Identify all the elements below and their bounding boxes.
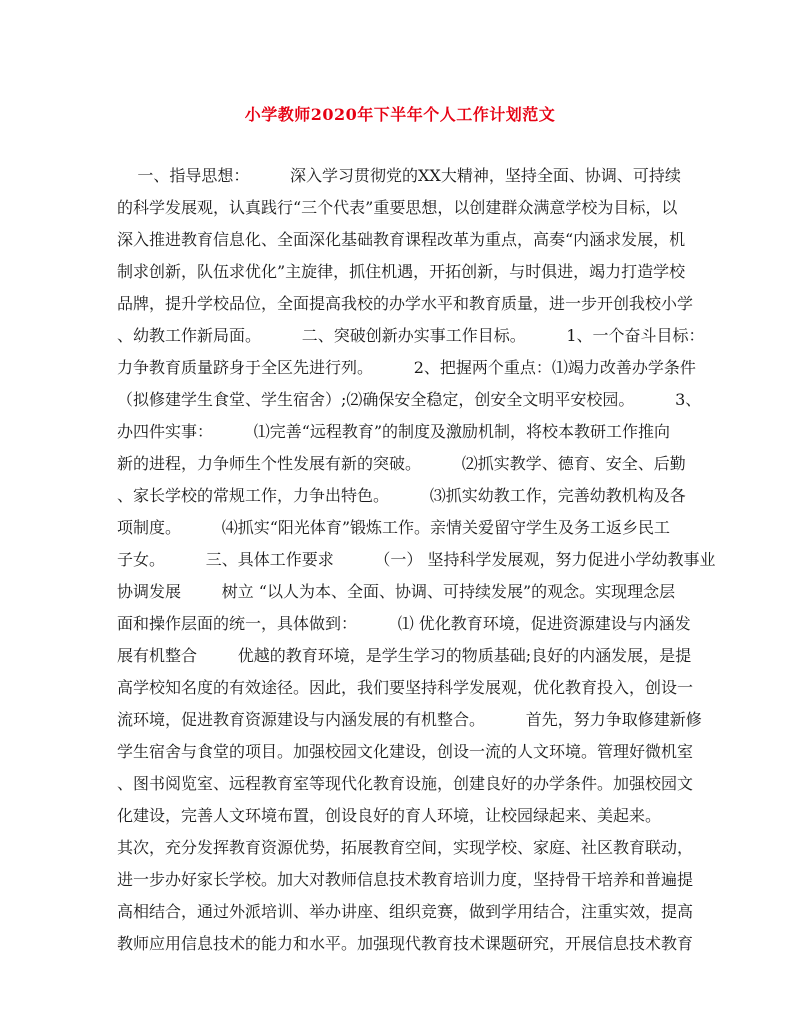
document-title: 小学教师2020年下半年个人工作计划范文: [244, 105, 556, 124]
body-line: 高学校知名度的有效途径。因此，我们要坚持科学发展观，优化教育投入，创设一: [117, 678, 694, 697]
body-line: 化建设，完善人文环境布置，创设良好的育人环境，让校园绿起来、美起来。: [117, 806, 662, 825]
body-line: 进一步办好家长学校。加大对教师信息技术教育培训力度，坚持骨干培养和普遍提: [117, 870, 694, 889]
body-line: 协调发展 树立 “以人为本、全面、协调、可持续发展”的观念。实现理念层: [117, 582, 676, 601]
body-line: 高相结合，通过外派培训、举办讲座、组织竞赛，做到学用结合，注重实效，提高: [117, 902, 694, 921]
body-line: 力争教育质量跻身于全区先进行列。 2、把握两个重点：⑴竭力改善办学条件: [117, 358, 696, 377]
body-line: 面和操作层面的统一，具体做到： ⑴ 优化教育环境，促进资源建设与内涵发: [117, 614, 691, 633]
body-line: 深入推进教育信息化、全面深化基础教育课程改革为重点，高奏“内涵求发展，机: [117, 230, 686, 249]
body-line: 、家长学校的常规工作，力争出特色。 ⑶抓实幼教工作，完善幼教机构及各: [117, 486, 686, 505]
body-line: 一、指导思想： 深入学习贯彻党的XX大精神，坚持全面、协调、可持续: [117, 166, 681, 185]
body-line: （拟修建学生食堂、学生宿舍）;⑵确保安全稳定，创安全文明平安校园。 3、: [117, 390, 702, 409]
body-line: 展有机整合 优越的教育环境，是学生学习的物质基础;良好的内涵发展，是提: [117, 646, 692, 665]
body-line: 、图书阅览室、远程教育室等现代化教育设施，创建良好的办学条件。加强校园文: [117, 774, 694, 793]
body-line: 办四件实事： ⑴完善“远程教育”的制度及激励机制，将校本教研工作推向: [117, 422, 671, 441]
body-line: 新的进程，力争师生个性发展有新的突破。 ⑵抓实教学、德育、安全、后勤: [117, 454, 686, 473]
body-line: 的科学发展观，认真践行“三个代表”重要思想，以创建群众满意学校为目标，以: [117, 198, 678, 217]
body-line: 其次，充分发挥教育资源优势，拓展教育空间，实现学校、家庭、社区教育联动，: [117, 838, 694, 857]
body-line: 学生宿舍与食堂的项目。加强校园文化建设，创设一流的人文环境。管理好微机室: [117, 742, 694, 761]
body-line: 制求创新，队伍求优化”主旋律，抓住机遇，开拓创新，与时俱进，竭力打造学校: [117, 262, 686, 281]
body-line: 流环境，促进教育资源建设与内涵发展的有机整合。 首先，努力争取修建新修: [117, 710, 702, 729]
body-line: 项制度。 ⑷抓实“阳光体育”锻炼工作。亲情关爱留守学生及务工返乡民工: [117, 518, 671, 537]
body-line: 子女。 三、具体工作要求 （一） 坚持科学发展观，努力促进小学幼教事业: [117, 550, 716, 569]
body-line: 、幼教工作新局面。 二、突破创新办实事工作目标。 1、一个奋斗目标：: [117, 326, 705, 345]
body-line: 教师应用信息技术的能力和水平。加强现代教育技术课题研究，开展信息技术教育: [117, 934, 694, 953]
body-line: 品牌，提升学校品位，全面提高我校的办学水平和教育质量，进一步开创我校小学: [117, 294, 694, 313]
